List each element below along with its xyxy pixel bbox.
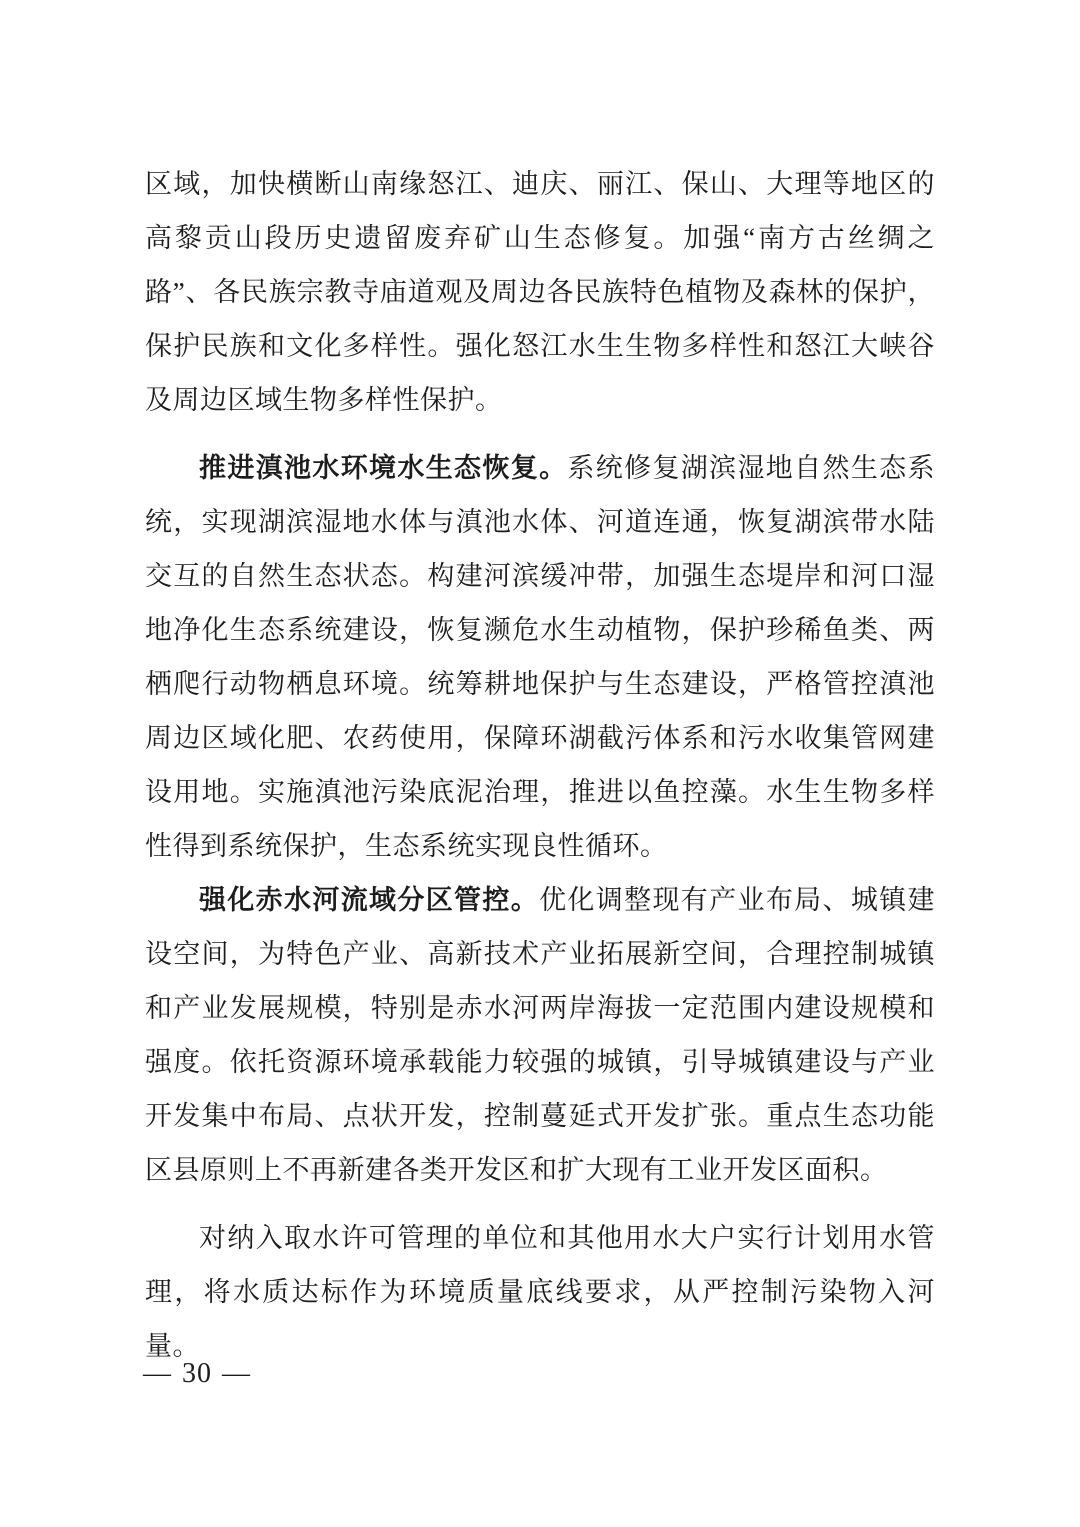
paragraph-text: 系统修复湖滨湿地自然生态系统，实现湖滨湿地水体与滇池水体、河道连通，恢复湖滨带水陆交互的自然生态状态。构建河滨缓冲带，加强生态堤岸和河口湿地净化生态系统建设，恢复濒危水生动植物，保护珍稀鱼类、两栖爬行动物栖息环境。统筹耕地保护与生态建设，严格管控滇池周边区域化肥、农药使用，保障环湖截污体系和污水收集管网建设用地。实施滇池污染底泥治理，推进以鱼控藻。水生生物多样性得到系统保护，生态系统实现良性循环。: [145, 453, 936, 861]
footer-left-dash: —: [143, 1358, 172, 1389]
document-body: [145, 157, 935, 1373]
body-paragraph: [145, 1211, 935, 1373]
body-paragraph: [145, 157, 935, 427]
paragraph-text: 对纳入取水许可管理的单位和其他用水大户实行计划用水管理，将水质达标作为环境质量底线要求，从严控制污染物入河量。: [145, 1223, 935, 1361]
paragraph-lead-bold: 推进滇池水环境水生态恢复。: [199, 453, 568, 483]
paragraph-text: 区域，加快横断山南缘怒江、迪庆、丽江、保山、大理等地区的高黎贡山段历史遗留废弃矿山生态修复。加强“南方古丝绸之路”、各民族宗教寺庙道观及周边各民族特色植物及森林的保护，保护民族和文化多样性。强化怒江水生生物多样性和怒江大峡谷及周边区域生物多样性保护。: [145, 169, 935, 415]
footer-right-dash: —: [222, 1358, 251, 1389]
page-number: 30: [182, 1358, 212, 1389]
page-number-footer: [143, 1356, 251, 1392]
paragraph-text: 优化调整现有产业布局、城镇建设空间，为特色产业、高新技术产业拓展新空间，合理控制城镇和产业发展规模，特别是赤水河两岸海拔一定范围内建设规模和强度。依托资源环境承载能力较强的城镇，引导城镇建设与产业开发集中布局、点状开发，控制蔓延式开发扩张。重点生态功能区县原则上不再新建各类开发区和扩大现有工业开发区面积。: [145, 885, 936, 1185]
paragraph-lead-bold: 强化赤水河流域分区管控。: [199, 885, 540, 915]
body-paragraph: [145, 873, 935, 1197]
body-paragraph: [145, 441, 935, 873]
